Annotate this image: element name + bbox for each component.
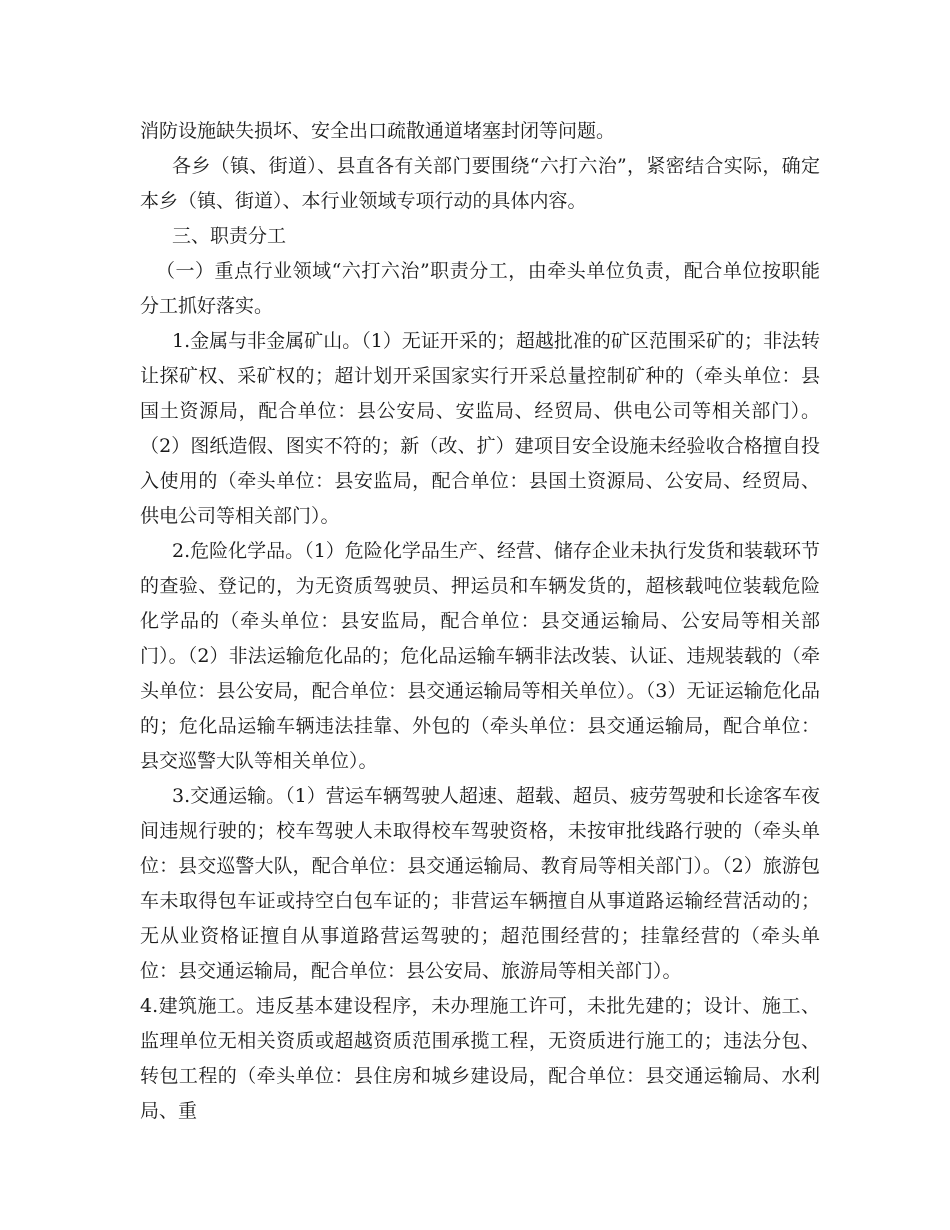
paragraph-local-departments: 各乡（镇、街道）、县直各有关部门要围绕“六打六治”，紧密结合实际，确定本乡（镇、街道）、本行业领域专项行动的具体内容。 [140, 155, 820, 212]
paragraph-division-of-duties: （一）重点行业领域“六打六治”职责分工，由牵头单位负责，配合单位按职能分工抓好落实。 [140, 260, 820, 317]
paragraph-construction: 4.建筑施工。违反基本建设程序，未办理施工许可，未批先建的；设计、施工、监理单位无相关资质或超越资质范围承揽工程，无资质进行施工的；违法分包、转包工程的（牵头单位：县住房和城乡建设局，配合单位：县交通运输局、水利局、重 [140, 995, 820, 1122]
paragraph-hazardous-chemicals: 2.危险化学品。（1）危险化学品生产、经营、储存企业未执行发货和装载环节的查验、登记的，为无资质驾驶员、押运员和车辆发货的，超核载吨位装载危险化学品的（牵头单位：县安监局，配合单位：县交通运输局、公安局等相关部门）。（2）非法运输危化品的；危化品运输车辆非法改装、认证、违规装载的（牵头单位：县公安局，配合单位：县交通运输局等相关单位）。（3）无证运输危化品的；危化品运输车辆违法挂靠、外包的（牵头单位：县交通运输局，配合单位：县交巡警大队等相关单位）。 [140, 540, 820, 772]
section-heading-responsibilities: 三、职责分工 [172, 225, 287, 247]
document-page [140, 114, 820, 1129]
paragraph-fire-safety-continuation: 消防设施缺失损坏、安全出口疏散通道堵塞封闭等问题。 [140, 120, 616, 142]
paragraph-transportation: 3.交通运输。（1）营运车辆驾驶人超速、超载、超员、疲劳驾驶和长途客车夜间违规行驶的；校车驾驶人未取得校车驾驶资格，未按审批线路行驶的（牵头单位：县交巡警大队，配合单位：县交通运输局、教育局等相关部门）。（2）旅游包车未取得包车证或持空白包车证的；非营运车辆擅自从事道路运输经营活动的；无从业资格证擅自从事道路营运驾驶的；超范围经营的；挂靠经营的（牵头单位：县交通运输局，配合单位：县公安局、旅游局等相关部门）。 [140, 785, 820, 982]
paragraph-mining: 1.金属与非金属矿山。（1）无证开采的；超越批准的矿区范围采矿的；非法转让探矿权、采矿权的；超计划开采国家实行开采总量控制矿种的（牵头单位：县国土资源局，配合单位：县公安局、安监局、经贸局、供电公司等相关部门）。（2）图纸造假、图实不符的；新（改、扩）建项目安全设施未经验收合格擅自投入使用的（牵头单位：县安监局，配合单位：县国土资源局、公安局、经贸局、供电公司等相关部门）。 [140, 330, 820, 527]
